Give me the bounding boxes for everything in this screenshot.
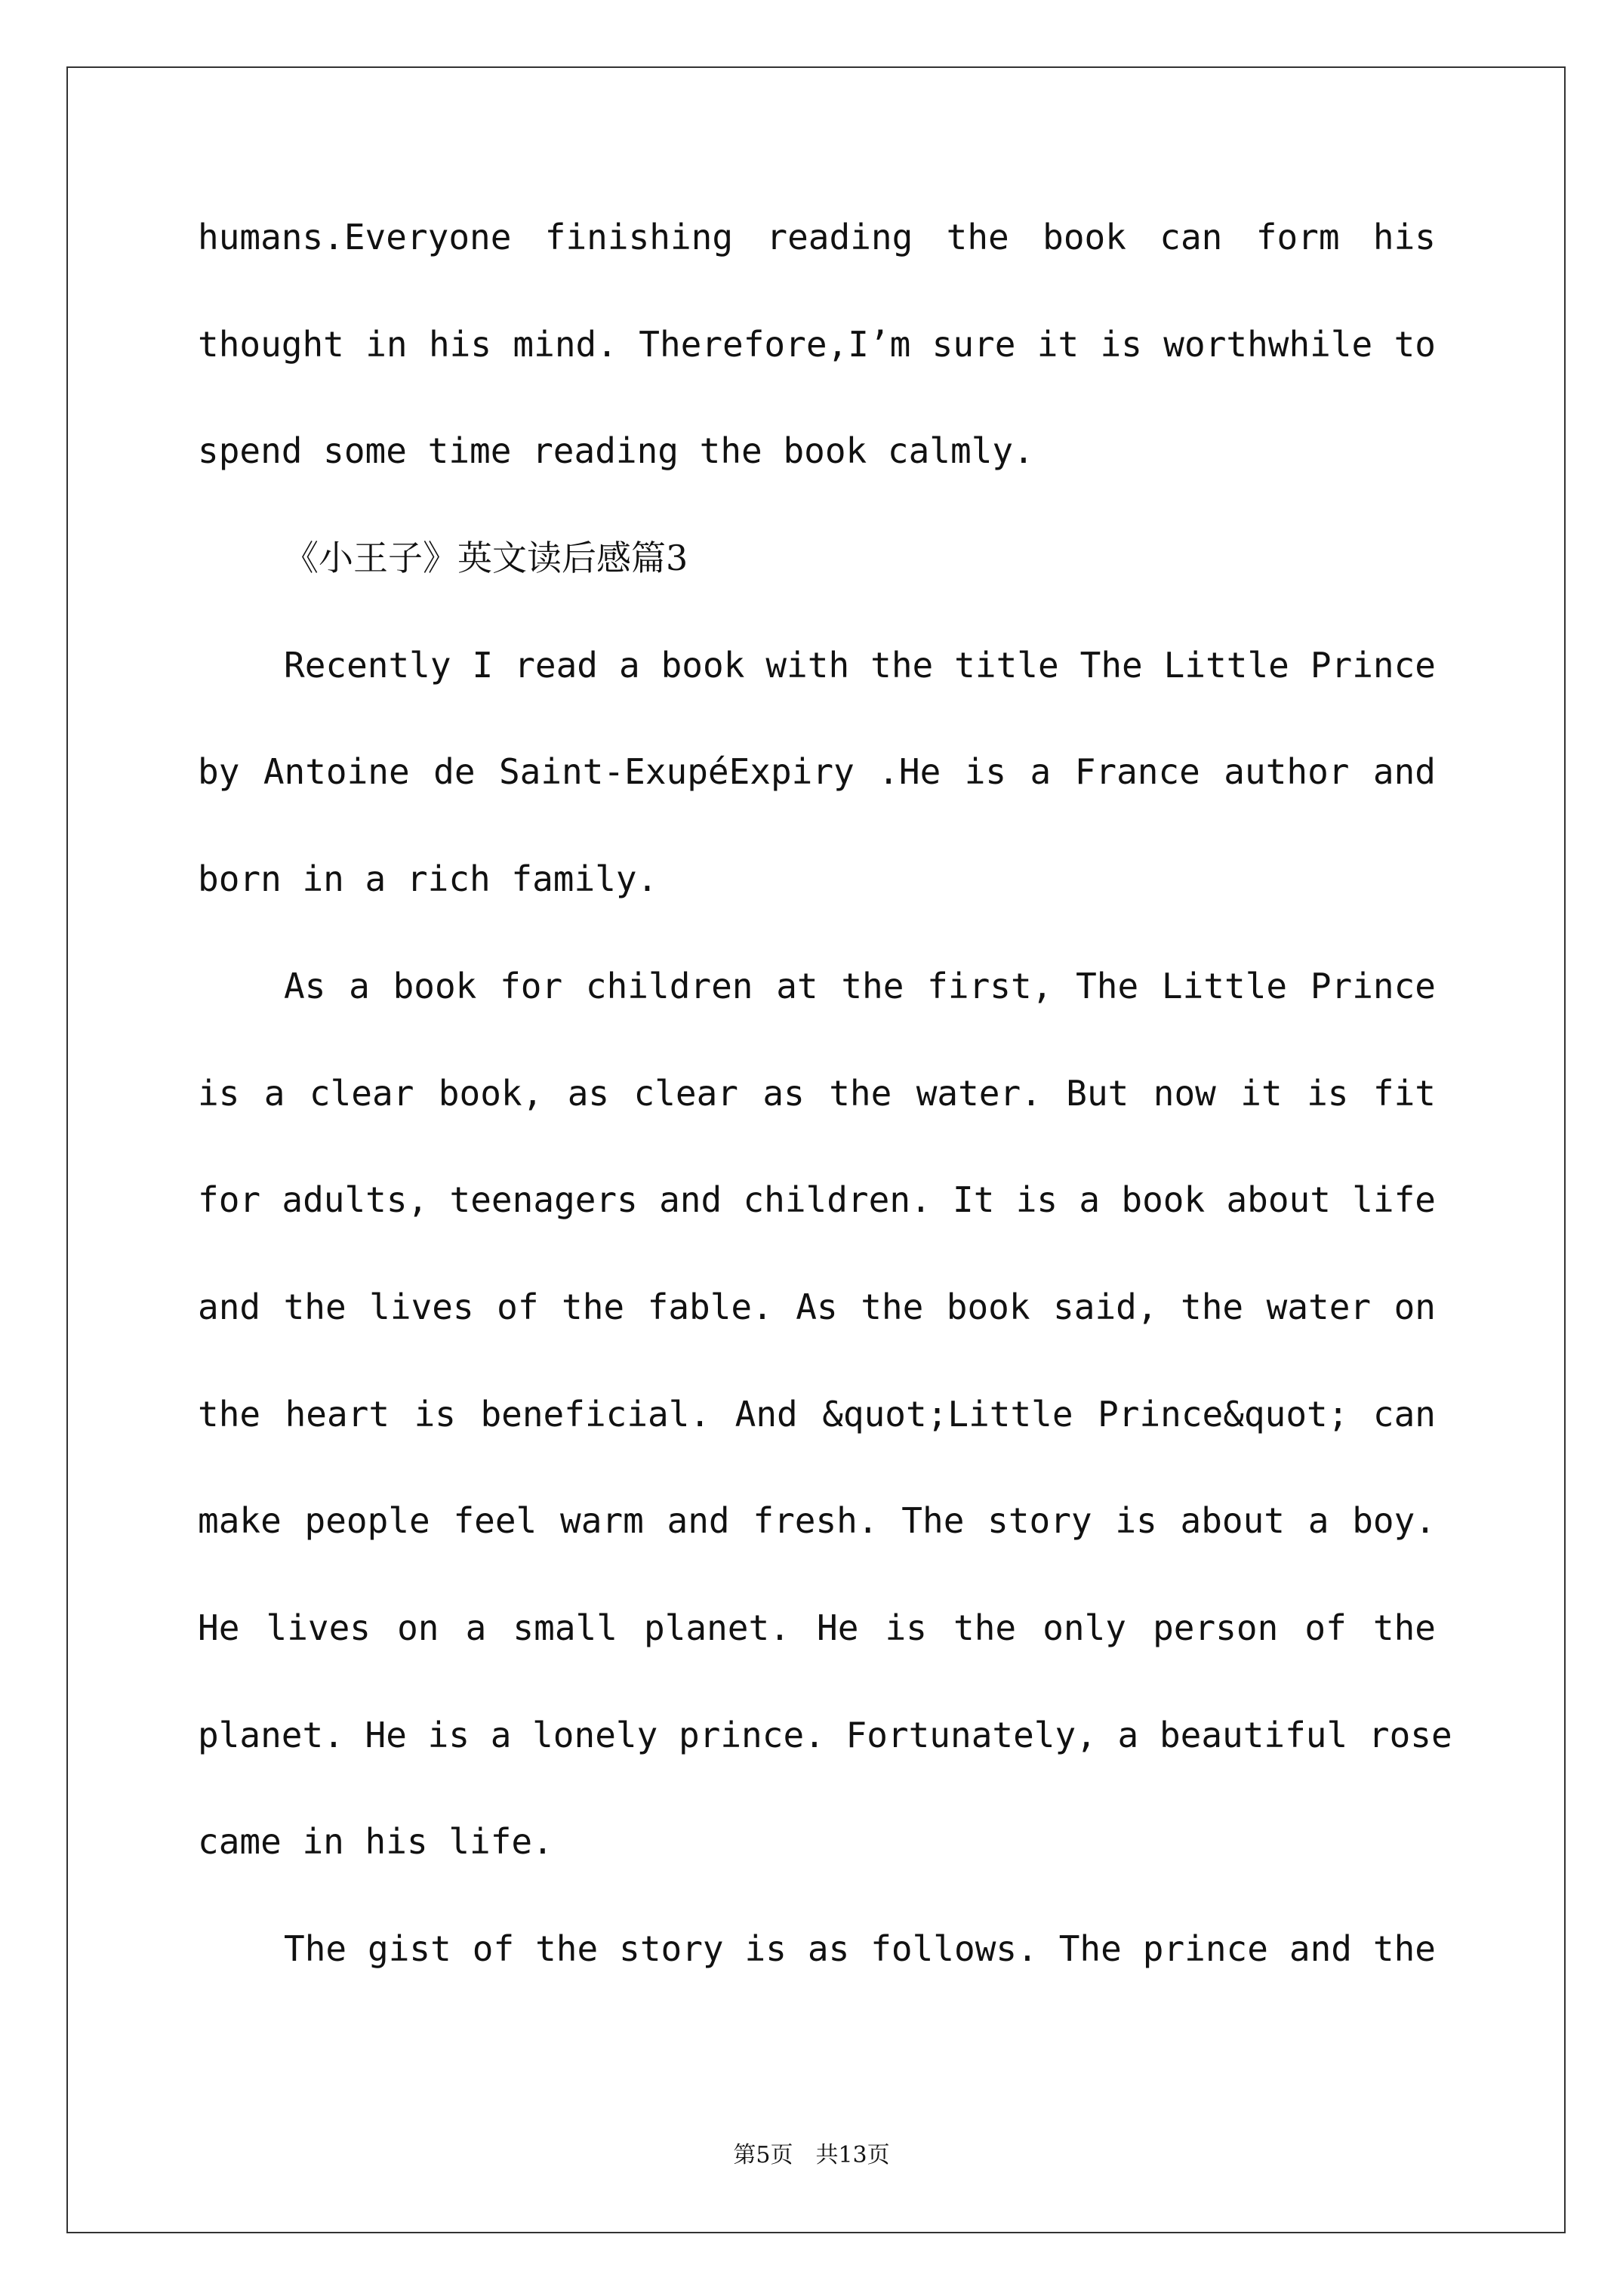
text-line: the heart is beneficial. And &quot;Little Prince&quot; can — [198, 1393, 1436, 1435]
text-line: Recently I read a book with the title The Little Prince — [284, 644, 1436, 686]
document-body — [198, 217, 1452, 2038]
section-heading: 《小王子》英文读后感篇3 — [284, 538, 688, 579]
page-footer — [0, 2143, 1623, 2168]
page-number: 第5页 — [733, 2142, 793, 2168]
text-line: born in a rich family. — [198, 858, 658, 900]
text-line: As a book for children at the first, The Little Prince — [284, 965, 1436, 1006]
text-line: thought in his mind. Therefore,I’m sure it is worthwhile to — [198, 323, 1436, 365]
text-line: spend some time reading the book calmly. — [198, 430, 1034, 472]
text-line: make people feel warm and fresh. The story is about a boy. — [198, 1500, 1436, 1542]
text-line: humans.Everyone finishing reading the book can form his — [198, 217, 1436, 257]
text-line: by Antoine de Saint-ExupéExpiry .He is a France author and — [198, 751, 1436, 793]
text-line: planet. He is a lonely prince. Fortunately, a beautiful rose — [198, 1714, 1452, 1755]
text-line: He lives on a small planet. He is the only person of the — [198, 1607, 1436, 1648]
text-line: came in his life. — [198, 1821, 553, 1863]
text-line: The gist of the story is as follows. The prince and the — [284, 1928, 1436, 1969]
text-line: is a clear book, as clear as the water. But now it is fit — [198, 1072, 1436, 1114]
text-line: and the lives of the fable. As the book said, the water on — [198, 1286, 1436, 1327]
page-total: 共13页 — [815, 2142, 890, 2168]
text-line: for adults, teenagers and children. It is a book about life — [198, 1179, 1436, 1221]
